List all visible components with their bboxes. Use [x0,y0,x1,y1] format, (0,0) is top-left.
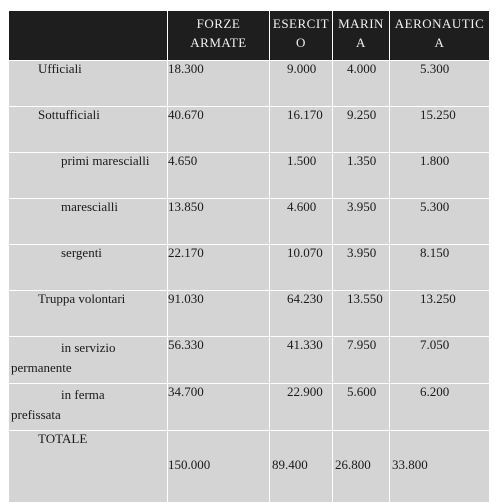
cell-forze-armate: 18.300 [168,61,270,107]
table-row [9,61,490,107]
row-label [9,384,168,431]
cell-esercito: 1.500 [270,153,333,199]
cell-forze-armate: 150.000 [168,431,270,503]
table-row [9,107,490,153]
cell-forze-armate: 4.650 [168,153,270,199]
header-row [9,11,490,61]
row-label: Sottufficiali [9,107,168,153]
total-row [9,431,490,503]
cell-aeronautica: 5.300 [390,61,490,107]
cell-forze-armate: 40.670 [168,107,270,153]
row-label: sergenti [9,245,168,291]
cell-forze-armate: 56.330 [168,337,270,384]
total-label: TOTALE [9,431,168,503]
cell-aeronautica: 13.250 [390,291,490,337]
cell-aeronautica: 15.250 [390,107,490,153]
table-row [9,337,490,384]
header-marina: MARIN A [333,11,390,61]
row-label: Truppa volontari [9,291,168,337]
cell-aeronautica: 5.300 [390,199,490,245]
cell-esercito: 64.230 [270,291,333,337]
row-label-line-2: prefissata [11,407,61,422]
row-label-line-1: in servizio [61,340,116,355]
cell-marina: 9.250 [333,107,390,153]
cell-aeronautica: 7.050 [390,337,490,384]
table-row [9,199,490,245]
cell-aeronautica: 1.800 [390,153,490,199]
header-corner [9,11,168,61]
row-label: Ufficiali [9,61,168,107]
cell-forze-armate: 91.030 [168,291,270,337]
cell-marina: 3.950 [333,199,390,245]
cell-marina: 26.800 [333,431,390,503]
table-row [9,384,490,431]
cell-marina: 13.550 [333,291,390,337]
cell-aeronautica: 33.800 [390,431,490,503]
cell-esercito: 89.400 [270,431,333,503]
table-row [9,245,490,291]
cell-esercito: 4.600 [270,199,333,245]
cell-aeronautica: 8.150 [390,245,490,291]
header-forze-armate: FORZE ARMATE [168,11,270,61]
row-label: marescialli [9,199,168,245]
header-aeronautica: AERONAUTIC A [390,11,490,61]
row-label: primi marescialli [9,153,168,199]
cell-esercito: 16.170 [270,107,333,153]
row-label [9,337,168,384]
cell-marina: 1.350 [333,153,390,199]
cell-marina: 7.950 [333,337,390,384]
cell-forze-armate: 34.700 [168,384,270,431]
personnel-table [8,10,490,503]
cell-marina: 3.950 [333,245,390,291]
cell-esercito: 22.900 [270,384,333,431]
table-row [9,153,490,199]
cell-forze-armate: 13.850 [168,199,270,245]
cell-esercito: 41.330 [270,337,333,384]
cell-aeronautica: 6.200 [390,384,490,431]
cell-forze-armate: 22.170 [168,245,270,291]
row-label-line-1: in ferma [61,387,105,402]
table-row [9,291,490,337]
cell-marina: 5.600 [333,384,390,431]
cell-marina: 4.000 [333,61,390,107]
cell-esercito: 10.070 [270,245,333,291]
cell-esercito: 9.000 [270,61,333,107]
row-label-line-2: permanente [11,360,72,375]
header-esercito: ESERCIT O [270,11,333,61]
